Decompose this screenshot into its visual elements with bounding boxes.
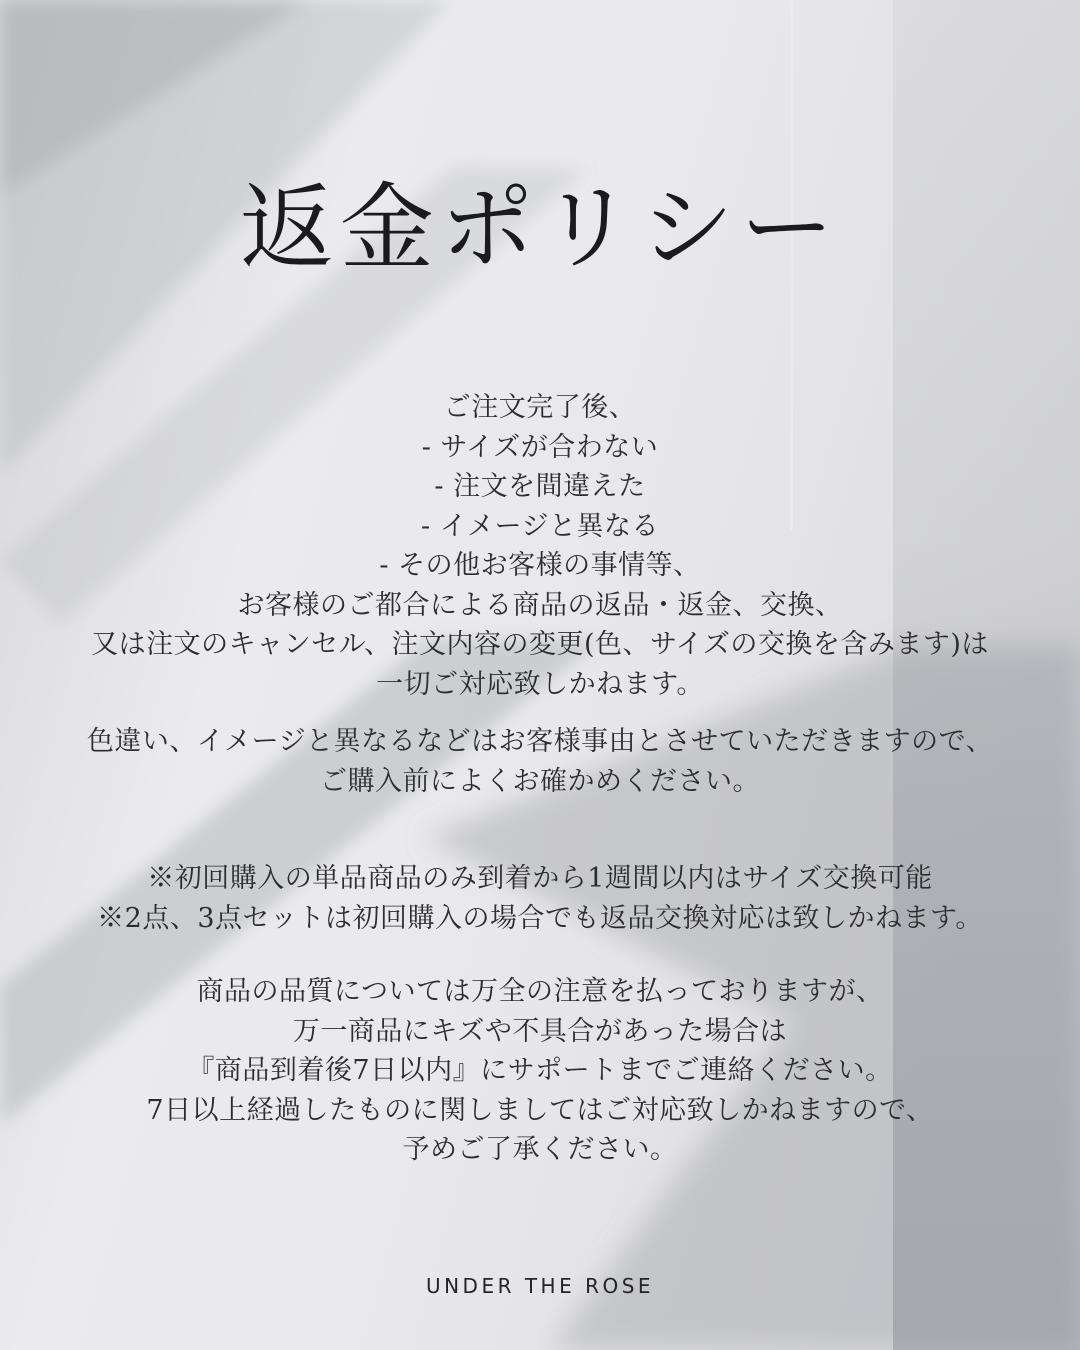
exchange-note-line: ※2点、3点セットは初回購入の場合でも返品交換対応は致しかねます。 xyxy=(97,902,983,934)
policy-intro-line: - 注文を間違えた xyxy=(434,471,646,502)
customer-note-block xyxy=(0,722,1080,801)
policy-intro-line: お客様のご都合による商品の返品・返金、交換、 xyxy=(237,589,843,621)
exchange-note-block xyxy=(0,859,1080,938)
policy-intro-line: - サイズが合わない xyxy=(421,431,659,463)
policy-intro-line: 又は注文のキャンセル、注文内容の変更(色、サイズの交換を含みます)は xyxy=(91,629,989,660)
quality-policy-line: 7日以上経過したものに関しましてはご対応致しかねますので、 xyxy=(146,1094,934,1126)
policy-intro-line: 一切ご対応致しかねます。 xyxy=(376,668,704,700)
policy-intro-line: - その他お客様の事情等、 xyxy=(379,550,701,581)
quality-policy-line: 万一商品にキズや不具合があった場合は xyxy=(292,1015,788,1047)
quality-policy-line: 商品の品質については万全の注意を払っておりますが、 xyxy=(196,976,884,1007)
customer-note-line: ご購入前によくお確かめください。 xyxy=(320,765,760,797)
quality-policy-line: 予めご了承ください。 xyxy=(402,1134,678,1165)
policy-intro-block xyxy=(0,388,1080,704)
policy-intro-line: - イメージと異なる xyxy=(421,510,659,542)
page-title: 返金ポリシー xyxy=(239,174,840,283)
customer-note-line: 色違い、イメージと異なるなどはお客様事由とさせていただきますので、 xyxy=(86,726,994,757)
policy-intro-line: ご注文完了後、 xyxy=(443,392,637,423)
brand-footer: UNDER THE ROSE xyxy=(425,1274,655,1298)
exchange-note-line: ※初回購入の単品商品のみ到着から1週間以内はサイズ交換可能 xyxy=(147,863,933,894)
quality-policy-block xyxy=(0,972,1080,1170)
quality-policy-line: 『商品到着後7日以内』にサポートまでご連絡ください。 xyxy=(187,1055,893,1086)
